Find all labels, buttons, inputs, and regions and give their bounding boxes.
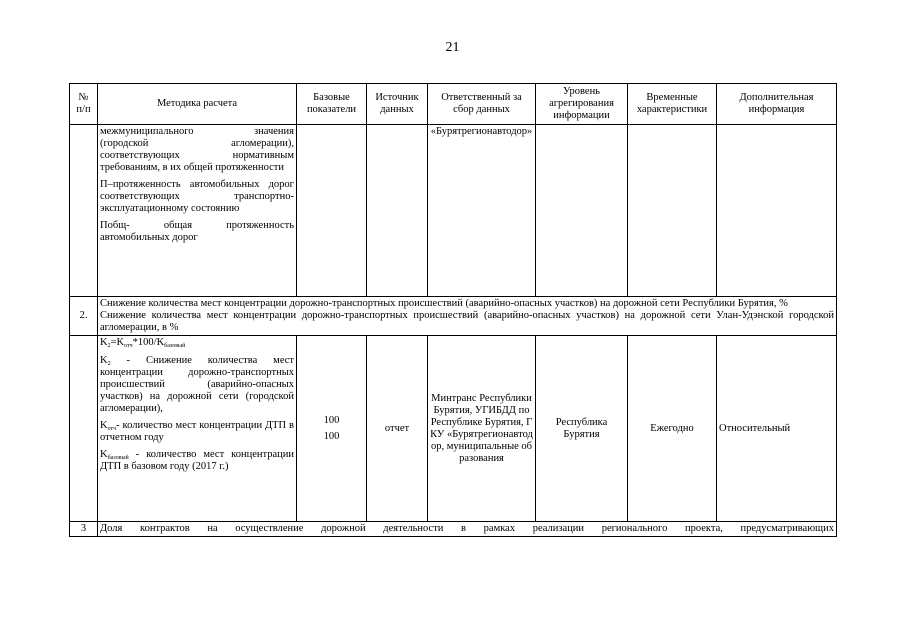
- row1-source: [367, 125, 428, 297]
- row3-responsible: Минтранс Республики Бурятия, УГИБДД по Республике Бурятия, ГКУ «Бурятрегионавтодор, муниципальные образования: [428, 336, 536, 522]
- row1-method-para3: Побщ- общая протяженность автомобильных дорог: [100, 220, 294, 243]
- table-row: [70, 522, 837, 537]
- row1-num: [70, 125, 98, 297]
- row1-responsible: «Бурятрегионавтодор»: [428, 125, 536, 297]
- row3-extra: Относительный: [717, 336, 837, 522]
- row3-method: [98, 336, 297, 522]
- header-base: Базовые показатели: [297, 84, 367, 125]
- row3-level: Республика Бурятия: [536, 336, 628, 522]
- table-row: [70, 125, 837, 297]
- header-method: Методика расчета: [98, 84, 297, 125]
- row2-text1: Снижение количества мест концентрации дорожно-транспортных происшествий (аварийно-опасных участков) на дорожной сети Республики Бурятия, %: [100, 298, 788, 309]
- table-row: [70, 336, 837, 522]
- row2-text2: Снижение количества мест концентрации дорожно-транспортных происшествий (аварийно-опасных участков) на дорожной сети Улан-Удэнской городской агломерации, в %: [100, 310, 834, 333]
- row1-time: [628, 125, 717, 297]
- header-level: Уровень агрегирования информации: [536, 84, 628, 125]
- row3-time: Ежегодно: [628, 336, 717, 522]
- row2-text: [98, 297, 837, 336]
- row3-num: [70, 336, 98, 522]
- row3-formula: $K_2=K_{отч}*100/K_{базовый}$: [100, 337, 186, 349]
- indicator-table: [69, 83, 837, 537]
- row3-para3: $K_{базовый}$ - количество мест концентрации ДТП в базовом году (2017 г.): [100, 449, 294, 472]
- row1-method-para2: П–протяженность автомобильных дорог соответствующих транспортно-эксплуатационному состоянию: [100, 179, 294, 214]
- row1-method: [98, 125, 297, 297]
- row3-para2: $K_{отч}-$ количество мест концентрации ДТП в отчетном году: [100, 420, 294, 443]
- header-source: Источник данных: [367, 84, 428, 125]
- row3-source: отчет: [367, 336, 428, 522]
- row3-base: 100 100: [297, 336, 367, 522]
- header-time: Временные характеристики: [628, 84, 717, 125]
- row4-num: 3: [70, 522, 98, 537]
- header-extra: Дополнительная информация: [717, 84, 837, 125]
- header-num: № п/п: [70, 84, 98, 125]
- row1-extra: [717, 125, 837, 297]
- row3-para1: $K_2$ - Снижение количества мест концентрации дорожно-транспортных происшествий (аварийно-опасных участков) на дорожной сети (городской агломерации),: [100, 355, 294, 414]
- header-responsible: Ответственный за сбор данных: [428, 84, 536, 125]
- page-number: 21: [445, 40, 460, 55]
- row4-text: Доля контрактов на осуществление дорожной деятельности в рамках реализации регионального проекта, предусматривающих: [98, 522, 837, 537]
- row1-method-para1: межмуниципального значения (городской агломерации), соответствующих нормативным требованиям, в их общей протяженности: [100, 126, 294, 173]
- row1-base: [297, 125, 367, 297]
- row1-level: [536, 125, 628, 297]
- row2-num: 2.: [70, 297, 98, 336]
- header-row: [70, 84, 837, 125]
- table-row: [70, 297, 837, 336]
